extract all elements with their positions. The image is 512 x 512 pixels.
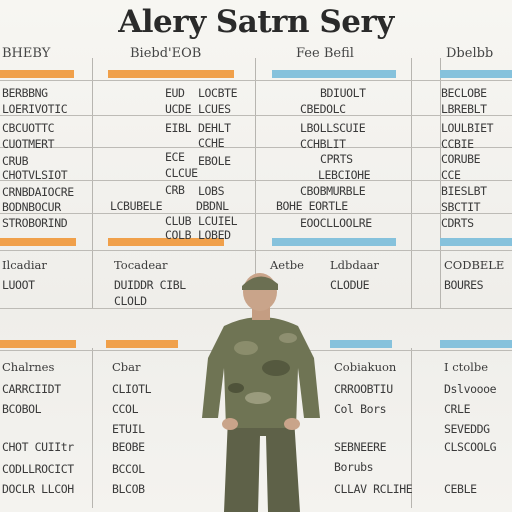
cell: Borubs bbox=[334, 460, 374, 474]
cell: Tocadear bbox=[114, 258, 168, 272]
cell: LOCBTE bbox=[198, 86, 238, 100]
cell: CBEDOLC bbox=[300, 102, 346, 116]
cell: Col Bors bbox=[334, 402, 387, 416]
cell: CLIOTL bbox=[112, 382, 152, 396]
cell: DEHLT bbox=[198, 121, 231, 135]
cell: I ctolbe bbox=[444, 360, 489, 374]
header-band bbox=[272, 238, 396, 246]
cell: LBOLLSCUIE bbox=[300, 121, 366, 135]
cell: CRB bbox=[165, 183, 185, 197]
cell: STROBORIND bbox=[2, 216, 68, 230]
grid-line bbox=[92, 58, 93, 308]
header-band bbox=[440, 340, 512, 348]
grid-line bbox=[0, 250, 512, 251]
header-band bbox=[272, 70, 396, 78]
cell: CLCUE bbox=[165, 166, 198, 180]
cell: UCDE bbox=[165, 102, 192, 116]
cell: LOBED bbox=[198, 228, 231, 242]
cell: CRROOBTIU bbox=[334, 382, 393, 396]
cell: CPRTS bbox=[320, 152, 353, 166]
cell: LOULBIET bbox=[441, 121, 494, 135]
cell: Ilcadiar bbox=[2, 258, 47, 272]
column-header: BHEBY bbox=[2, 46, 51, 61]
cell: CRLE bbox=[444, 402, 471, 416]
cell: BDIUOLT bbox=[320, 86, 366, 100]
header-band bbox=[0, 340, 76, 348]
cell: BECLOBE bbox=[441, 86, 487, 100]
cell: CEBLE bbox=[444, 482, 477, 496]
cell: LOERIVOTIC bbox=[2, 102, 68, 116]
cell: LCBUBELE bbox=[110, 199, 163, 213]
cell: CHOTVLSIOT bbox=[2, 168, 68, 182]
cell: CBCUOTTC bbox=[2, 121, 55, 135]
cell: BIESLBT bbox=[441, 184, 487, 198]
grid-line bbox=[0, 213, 512, 214]
grid-line bbox=[0, 147, 512, 148]
cell: Dslvoooe bbox=[444, 382, 497, 396]
cell: CHOT CUIItr bbox=[2, 440, 74, 454]
cell: Aetbe bbox=[270, 258, 304, 272]
grid-line bbox=[0, 80, 512, 81]
cell: LUOOT bbox=[2, 278, 35, 292]
cell: CLODUE bbox=[330, 278, 370, 292]
header-band bbox=[440, 70, 512, 78]
camo-patch bbox=[228, 383, 244, 393]
cell: LBREBLT bbox=[441, 102, 487, 116]
trousers bbox=[224, 418, 300, 512]
camo-patch bbox=[262, 360, 290, 376]
cell: CDRTS bbox=[441, 216, 474, 230]
cell: Cobiakuon bbox=[334, 360, 397, 374]
column-header: Biebd'EOB bbox=[130, 46, 202, 61]
cell: EUD bbox=[165, 86, 185, 100]
cell: CLUB bbox=[165, 214, 192, 228]
grid-line bbox=[0, 115, 512, 116]
cell: CCE bbox=[441, 168, 461, 182]
cell: CLOLD bbox=[114, 294, 147, 308]
cell: CRUB bbox=[2, 154, 29, 168]
cell: BLCOB bbox=[112, 482, 145, 496]
grid-line bbox=[92, 348, 93, 508]
cell: BCCOL bbox=[112, 462, 145, 476]
cell: Chalrnes bbox=[2, 360, 55, 374]
cell: CCHBLIT bbox=[300, 137, 346, 151]
cell: CARRCIIDT bbox=[2, 382, 61, 396]
cell: DUIDDR CIBL bbox=[114, 278, 186, 292]
cell: LOBS bbox=[198, 184, 225, 198]
header-band bbox=[0, 238, 76, 246]
cell: BEOBE bbox=[112, 440, 145, 454]
cell: CBOBMURBLE bbox=[300, 184, 366, 198]
cell: CCHE bbox=[198, 136, 225, 150]
cell: BCOBOL bbox=[2, 402, 42, 416]
header-band bbox=[440, 238, 512, 246]
header-band bbox=[330, 340, 392, 348]
page-title: Alery Satrn Sery bbox=[118, 4, 394, 40]
cell: SBCTIT bbox=[441, 200, 481, 214]
camo-patch bbox=[279, 333, 297, 343]
cell: Ldbdaar bbox=[330, 258, 379, 272]
cell: COLB bbox=[165, 228, 192, 242]
cell: BERBBNG bbox=[2, 86, 48, 100]
cell: LCUES bbox=[198, 102, 231, 116]
cell: EBOLE bbox=[198, 154, 231, 168]
grid-line bbox=[0, 180, 512, 181]
cap bbox=[242, 276, 278, 290]
cell: SEVEDDG bbox=[444, 422, 490, 436]
column-header: Dbelbb bbox=[446, 46, 494, 61]
cell: LCUIEL bbox=[198, 214, 238, 228]
cell: CUOTMERT bbox=[2, 137, 55, 151]
column-header: Fee Befil bbox=[296, 46, 354, 61]
cell: DOCLR LLCOH bbox=[2, 482, 74, 496]
jacket bbox=[202, 317, 320, 428]
cell: CRNBDAIOCRE bbox=[2, 185, 74, 199]
cell: CCOL bbox=[112, 402, 139, 416]
cell: SEBNEERE bbox=[334, 440, 387, 454]
cell: ECE bbox=[165, 150, 185, 164]
camo-patch bbox=[245, 392, 271, 404]
cell: CLSCOOLG bbox=[444, 440, 497, 454]
cell: BOHE EORTLE bbox=[276, 199, 348, 213]
hand bbox=[284, 418, 300, 430]
cell: CORUBE bbox=[441, 152, 481, 166]
hand bbox=[222, 418, 238, 430]
cell: EIBL bbox=[165, 121, 192, 135]
header-band bbox=[108, 70, 234, 78]
cell: CODBELE bbox=[444, 258, 505, 272]
camo-patch bbox=[234, 341, 258, 355]
cell: BOURES bbox=[444, 278, 484, 292]
header-band bbox=[0, 70, 74, 78]
header-band bbox=[106, 340, 178, 348]
cell: BODNBOCUR bbox=[2, 200, 61, 214]
cell: Cbar bbox=[112, 360, 141, 374]
soldier-figure bbox=[196, 268, 326, 512]
cell: ETUIL bbox=[112, 422, 145, 436]
cell: CLLAV RCLIHE bbox=[334, 482, 413, 496]
cell: LEBCIOHE bbox=[318, 168, 371, 182]
cell: CCBIE bbox=[441, 137, 474, 151]
cell: CODLLROCICT bbox=[2, 462, 74, 476]
cell: EOOCLLOOLRE bbox=[300, 216, 372, 230]
grid-line bbox=[411, 58, 412, 308]
cell: DBDNL bbox=[196, 199, 229, 213]
